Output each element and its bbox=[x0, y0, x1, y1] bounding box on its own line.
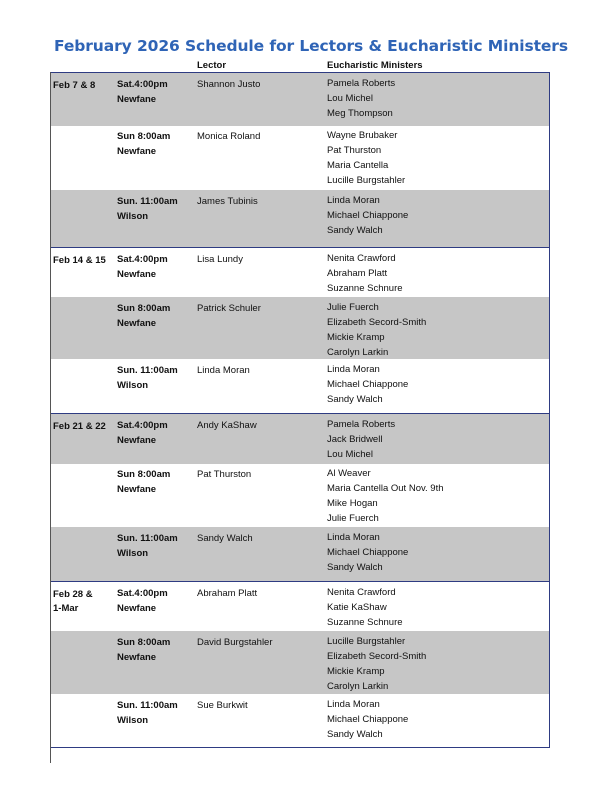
lector-name: Lisa Lundy bbox=[197, 254, 243, 265]
mass-location: Newfane bbox=[117, 652, 157, 663]
lector-column-header: Lector bbox=[197, 60, 227, 71]
schedule-row bbox=[51, 581, 549, 632]
mass-time: Sat.4:00pm bbox=[117, 420, 168, 431]
mass-time: Sun. 11:00am bbox=[117, 533, 178, 544]
minister-name: Elizabeth Secord-Smith bbox=[327, 651, 427, 662]
ministers-list bbox=[327, 362, 408, 407]
ministers-list bbox=[327, 251, 403, 296]
ministers-list bbox=[327, 128, 405, 188]
lector-name: Abraham Platt bbox=[197, 588, 258, 599]
lector-name: Andy KaShaw bbox=[197, 420, 257, 431]
mass-time: Sun 8:00am bbox=[117, 131, 171, 142]
weekend-date-label: Feb 14 & 15 bbox=[53, 255, 106, 266]
mass-info bbox=[117, 698, 178, 728]
minister-name: Mickie Kramp bbox=[327, 332, 385, 343]
mass-time: Sun. 11:00am bbox=[117, 365, 178, 376]
minister-name: Abraham Platt bbox=[327, 268, 388, 279]
lector-name: Shannon Justo bbox=[197, 79, 261, 90]
minister-name: Lucille Burgstahler bbox=[327, 175, 406, 186]
mass-info bbox=[117, 194, 178, 224]
weekend-date-label: Feb 7 & 8 bbox=[53, 80, 96, 91]
mass-location: Newfane bbox=[117, 435, 157, 446]
lector-name: Sandy Walch bbox=[197, 533, 253, 544]
minister-name: Michael Chiappone bbox=[327, 210, 409, 221]
minister-name: Michael Chiappone bbox=[327, 379, 409, 390]
minister-name: Suzanne Schnure bbox=[327, 617, 403, 628]
ministers-list bbox=[327, 530, 408, 575]
minister-name: Mike Hogan bbox=[327, 498, 378, 509]
mass-info bbox=[117, 77, 168, 107]
schedule-row bbox=[51, 125, 549, 190]
mass-location: Wilson bbox=[117, 380, 149, 391]
schedule-row bbox=[51, 631, 549, 694]
mass-location: Newfane bbox=[117, 484, 157, 495]
page-title: February 2026 Schedule for Lectors & Eucharistic Ministers bbox=[54, 37, 568, 55]
minister-name: Carolyn Larkin bbox=[327, 347, 389, 358]
schedule-row bbox=[51, 413, 549, 464]
minister-name: Wayne Brubaker bbox=[327, 130, 398, 141]
minister-name: Sandy Walch bbox=[327, 729, 383, 740]
minister-name: Michael Chiappone bbox=[327, 547, 409, 558]
minister-name: Mickie Kramp bbox=[327, 666, 385, 677]
mass-info bbox=[117, 635, 170, 665]
schedule-row bbox=[51, 190, 549, 247]
schedule-row bbox=[51, 247, 549, 298]
ministers-list bbox=[327, 697, 408, 742]
mass-info bbox=[117, 129, 170, 159]
mass-location: Newfane bbox=[117, 94, 157, 105]
mass-location: Wilson bbox=[117, 548, 149, 559]
lector-name: Sue Burkwit bbox=[197, 700, 248, 711]
minister-name: Jack Bridwell bbox=[327, 434, 383, 445]
minister-name: Elizabeth Secord-Smith bbox=[327, 317, 427, 328]
schedule-row bbox=[51, 694, 549, 748]
weekend-date-label: Feb 28 & bbox=[53, 589, 93, 600]
schedule-row bbox=[51, 359, 549, 413]
schedule-table bbox=[51, 72, 550, 748]
weekend-date-label-2: 1-Mar bbox=[53, 602, 79, 614]
minister-name: Maria Cantella bbox=[327, 160, 389, 171]
minister-name: Lou Michel bbox=[327, 93, 373, 104]
lector-name: Pat Thurston bbox=[197, 469, 252, 480]
minister-name: Julie Fuerch bbox=[327, 302, 379, 313]
ministers-list bbox=[327, 193, 408, 238]
minister-name: Michael Chiappone bbox=[327, 714, 409, 725]
mass-time: Sun 8:00am bbox=[117, 303, 171, 314]
lector-name: Monica Roland bbox=[197, 131, 261, 142]
minister-name: Suzanne Schnure bbox=[327, 283, 403, 294]
mass-time: Sun. 11:00am bbox=[117, 700, 178, 711]
minister-name: Julie Fuerch bbox=[327, 513, 379, 524]
ministers-list bbox=[327, 634, 426, 694]
minister-name: Meg Thompson bbox=[327, 108, 393, 119]
minister-name: Lou Michel bbox=[327, 449, 373, 460]
weekend-date bbox=[53, 254, 106, 268]
lector-name: Linda Moran bbox=[197, 365, 250, 376]
minister-name: Nenita Crawford bbox=[327, 587, 396, 598]
minister-name: Linda Moran bbox=[327, 364, 380, 375]
minister-name: Lucille Burgstahler bbox=[327, 636, 406, 647]
weekend-date-label: Feb 21 & 22 bbox=[53, 421, 106, 432]
mass-location: Wilson bbox=[117, 715, 149, 726]
lector-name: David Burgstahler bbox=[197, 637, 273, 648]
minister-name: Linda Moran bbox=[327, 532, 380, 543]
mass-info bbox=[117, 531, 178, 561]
mass-time: Sun 8:00am bbox=[117, 469, 171, 480]
schedule-row bbox=[51, 72, 549, 126]
mass-time: Sun 8:00am bbox=[117, 637, 171, 648]
minister-name: Pat Thurston bbox=[327, 145, 382, 156]
schedule-row bbox=[51, 463, 549, 527]
minister-name: Al Weaver bbox=[327, 468, 371, 479]
ministers-list bbox=[327, 466, 444, 526]
minister-name: Sandy Walch bbox=[327, 562, 383, 573]
mass-time: Sun. 11:00am bbox=[117, 196, 178, 207]
mass-time: Sat.4:00pm bbox=[117, 79, 168, 90]
ministers-list bbox=[327, 76, 395, 121]
minister-name: Carolyn Larkin bbox=[327, 681, 389, 692]
weekend-date bbox=[53, 420, 106, 434]
mass-location: Newfane bbox=[117, 146, 157, 157]
lector-name: James Tubinis bbox=[197, 196, 258, 207]
mass-location: Newfane bbox=[117, 603, 157, 614]
ministers-list bbox=[327, 417, 395, 462]
minister-name: Pamela Roberts bbox=[327, 78, 396, 89]
mass-info bbox=[117, 252, 168, 282]
lector-name: Patrick Schuler bbox=[197, 303, 261, 314]
minister-name: Linda Moran bbox=[327, 195, 380, 206]
minister-name: Linda Moran bbox=[327, 699, 380, 710]
mass-time: Sat.4:00pm bbox=[117, 254, 168, 265]
weekend-date bbox=[53, 79, 95, 93]
mass-info bbox=[117, 301, 170, 331]
ministers-list bbox=[327, 585, 403, 630]
mass-info bbox=[117, 418, 168, 448]
mass-time: Sat.4:00pm bbox=[117, 588, 168, 599]
minister-name: Pamela Roberts bbox=[327, 419, 396, 430]
minister-name: Sandy Walch bbox=[327, 394, 383, 405]
ministers-list bbox=[327, 300, 426, 360]
minister-name: Maria Cantella Out Nov. 9th bbox=[327, 483, 444, 494]
schedule-row bbox=[51, 297, 549, 359]
weekend-date bbox=[53, 588, 93, 615]
minister-name: Nenita Crawford bbox=[327, 253, 396, 264]
mass-info bbox=[117, 363, 178, 393]
schedule-row bbox=[51, 527, 549, 581]
mass-location: Newfane bbox=[117, 318, 157, 329]
minister-name: Katie KaShaw bbox=[327, 602, 387, 613]
mass-location: Newfane bbox=[117, 269, 157, 280]
mass-info bbox=[117, 586, 168, 616]
mass-location: Wilson bbox=[117, 211, 149, 222]
mass-info bbox=[117, 467, 170, 497]
ministers-column-header: Eucharistic Ministers bbox=[327, 60, 423, 71]
minister-name: Sandy Walch bbox=[327, 225, 383, 236]
